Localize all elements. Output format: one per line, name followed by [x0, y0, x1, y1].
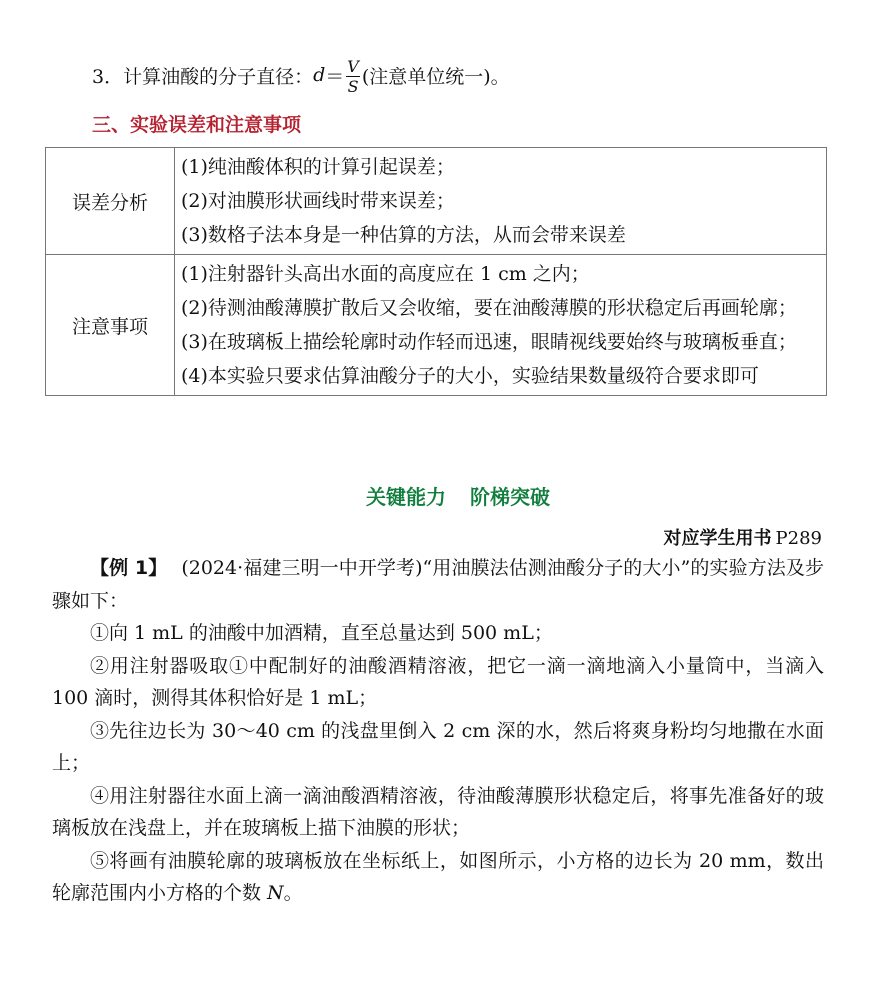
book-reference — [664, 524, 822, 550]
table-row — [46, 148, 827, 255]
step5-end: 。 — [283, 882, 303, 904]
example-intro: (2024·福建三明一中开学考)“用油膜法估测油酸分子的大小”的实验方法及步骤如下： — [52, 557, 824, 612]
cell-line: (3)数格子法本身是一种估算的方法，从而会带来误差 — [181, 224, 626, 246]
reference-page: P289 — [775, 528, 822, 549]
cell-line: (4)本实验只要求估算油酸分子的大小，实验结果数量级符合要求即可 — [181, 365, 759, 387]
cell-line: (1)注射器针头高出水面的高度应在 1 cm 之内； — [181, 263, 590, 285]
example-step: ①向 1 mL 的油酸中加酒精，直至总量达到 500 mL； — [90, 622, 553, 644]
row-header-precautions: 注意事项 — [46, 255, 175, 396]
formula-variable-d: d — [313, 64, 326, 86]
formula-equals: ＝ — [325, 65, 345, 88]
fraction-denominator: S — [347, 76, 359, 96]
precautions-cell — [175, 255, 827, 396]
example-step-5 — [52, 845, 824, 910]
section-title-part1: 关键能力 — [366, 485, 446, 509]
formula-fraction — [346, 57, 360, 96]
example-1 — [52, 552, 824, 910]
table-row — [46, 255, 827, 396]
example-step: ③先往边长为 30～40 cm 的浅盘里倒入 2 cm 深的水，然后将爽身粉均匀地撒在水面上； — [52, 719, 824, 774]
cell-line: (2)对油膜形状画线时带来误差； — [181, 190, 455, 212]
section-heading-errors: 三、实验误差和注意事项 — [92, 114, 302, 136]
step5-variable-n: N — [267, 882, 284, 904]
row-header-error-analysis: 误差分析 — [46, 148, 175, 255]
example-intro-paragraph — [52, 552, 824, 617]
formula-prefix: 3．计算油酸的分子直径： — [92, 65, 314, 88]
example-label: 【例 1】 — [90, 557, 168, 579]
fraction-numerator: V — [347, 56, 359, 76]
error-analysis-cell — [175, 148, 827, 255]
section-title — [0, 481, 870, 510]
errors-notes-table — [45, 147, 827, 396]
formula-line — [92, 52, 510, 98]
reference-label: 对应学生用书 — [663, 528, 772, 549]
cell-line: (1)纯油酸体积的计算引起误差； — [181, 156, 455, 178]
section-title-part2: 阶梯突破 — [470, 485, 550, 509]
example-step: ④用注射器往水面上滴一滴油酸酒精溶液，待油酸薄膜形状稳定后，将事先准备好的玻璃板放在浅盘上，并在玻璃板上描下油膜的形状； — [52, 784, 824, 839]
formula-suffix: (注意单位统一)。 — [361, 65, 510, 88]
step5-text: ⑤将画有油膜轮廓的玻璃板放在坐标纸上，如图所示，小方格的边长为 20 mm，数出轮廓范围内小方格的个数 — [52, 849, 824, 904]
cell-line: (2)待测油酸薄膜扩散后又会收缩，要在油酸薄膜的形状稳定后再画轮廓； — [181, 297, 797, 319]
cell-line: (3)在玻璃板上描绘轮廓时动作轻而迅速，眼睛视线要始终与玻璃板垂直； — [181, 331, 797, 353]
example-step: ②用注射器吸取①中配制好的油酸酒精溶液，把它一滴一滴地滴入小量筒中，当滴入 100 滴时，测得其体积恰好是 1 mL； — [52, 654, 824, 709]
